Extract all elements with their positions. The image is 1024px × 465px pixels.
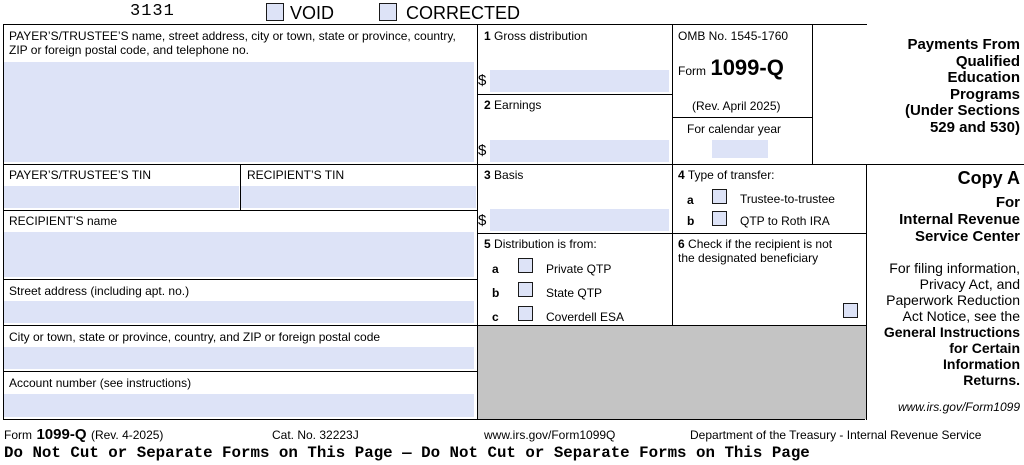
footer-warning: Do Not Cut or Separate Forms on This Page — Do Not Cut or Separate Forms on This Page [4,444,810,462]
recipient-tin-label: RECIPIENT’S TIN [247,168,345,182]
form-code: 3131 [130,2,175,21]
recipient-name-label: RECIPIENT’S name [9,214,118,228]
box2-label: 2 Earnings [484,98,542,112]
box5-a-checkbox[interactable] [518,258,533,273]
corrected-checkbox[interactable] [379,3,397,21]
payer-tin-label: PAYER’S/TRUSTEE’S TIN [9,168,152,182]
box1-dollar: $ [478,72,487,89]
account-field[interactable] [4,394,474,417]
payer-tin-field[interactable] [4,186,239,208]
box5-label: 5 Distribution is from: [484,237,597,251]
row-line-tin [3,164,1024,165]
shaded-area [478,326,866,419]
box5-a-label: Private QTP [546,262,612,276]
box1-label: 1 Gross distribution [484,29,588,43]
divider-mid-col [672,24,673,325]
box5-c-label: Coverdell ESA [546,310,625,324]
row-line-box2 [477,94,672,95]
box4-a-checkbox[interactable] [712,189,727,204]
box4-b-label: QTP to Roth IRA [740,214,830,228]
footer-dept: Department of the Treasury - Internal Revenue Service [690,428,982,442]
form-title: Payments From Qualified Education Programs (Under Sections 529 and 530) [904,36,1020,136]
box6-checkbox[interactable] [843,303,858,318]
recipient-tin-field[interactable] [241,186,476,208]
footer-url[interactable]: www.irs.gov/Form1099Q [484,428,616,442]
row-line-box5 [477,233,866,234]
footer-form-prefix: Form [4,428,32,442]
void-checkbox[interactable] [266,3,284,21]
omb-rev: (Rev. April 2025) [692,99,781,113]
box3-field[interactable] [490,209,669,231]
box3-dollar: $ [478,212,487,229]
form-bottom-border [3,419,865,420]
street-field[interactable] [4,301,474,323]
payer-field[interactable] [4,62,474,162]
calendar-year-label: For calendar year [687,122,782,136]
box4-b-letter: b [687,214,695,228]
street-label: Street address (including apt. no.) [9,284,190,298]
copy-url[interactable]: www.irs.gov/Form1099 [897,400,1020,414]
void-label: VOID [290,3,335,23]
footer-form-name: 1099-Q [36,426,87,443]
box2-field[interactable] [490,140,669,162]
box5-a-letter: a [492,262,499,276]
form-top-border [3,24,867,25]
divider-omb-col [812,24,813,164]
divider-copy-col [866,164,867,420]
footer-rev: (Rev. 4-2025) [90,428,164,442]
footer-cat: Cat. No. 32223J [272,428,359,442]
box1-field[interactable] [490,70,669,92]
box6-label: 6 Check if the recipient is not the designated beneficiary [678,237,833,265]
city-label: City or town, state or province, country, and ZIP or foreign postal code [9,330,381,344]
footer-form [4,426,163,444]
recipient-name-field[interactable] [4,232,474,277]
corrected-label: CORRECTED [406,3,521,23]
box5-c-checkbox[interactable] [518,306,533,321]
box4-a-label: Trustee-to-trustee [740,192,835,206]
account-label: Account number (see instructions) [9,376,192,390]
copy-title: Copy A [957,168,1020,188]
form-name: 1099-Q [710,55,784,80]
city-field[interactable] [4,347,474,369]
form-prefix: Form [678,64,706,78]
form-name-block [678,55,784,81]
copy-irs-block: For Internal Revenue Service Center [899,194,1020,245]
row-line-calendar [672,117,812,118]
row-line-city [3,325,477,326]
box4-b-checkbox[interactable] [712,211,727,226]
payer-label: PAYER’S/TRUSTEE’S name, street address, city or town, state or province, country, ZIP or foreign postal code, and telephone no. [9,29,456,57]
box5-b-checkbox[interactable] [518,282,533,297]
row-line-account [3,371,477,372]
box5-b-letter: b [492,286,500,300]
calendar-year-field[interactable] [712,140,768,158]
row-line-name [3,210,477,211]
box5-b-label: State QTP [546,286,603,300]
box3-label: 3 Basis [484,168,524,182]
row-line-street [3,279,477,280]
box2-dollar: $ [478,142,487,159]
box4-a-letter: a [687,193,694,207]
box4-label: 4 Type of transfer: [678,168,775,182]
omb-number: OMB No. 1545-1760 [678,29,789,43]
copy-info-block: For filing information, Privacy Act, and Paperwork Reduction Act Notice, see the General Instructions for Certain Information Returns. [883,260,1020,388]
box5-c-letter: c [492,310,499,324]
